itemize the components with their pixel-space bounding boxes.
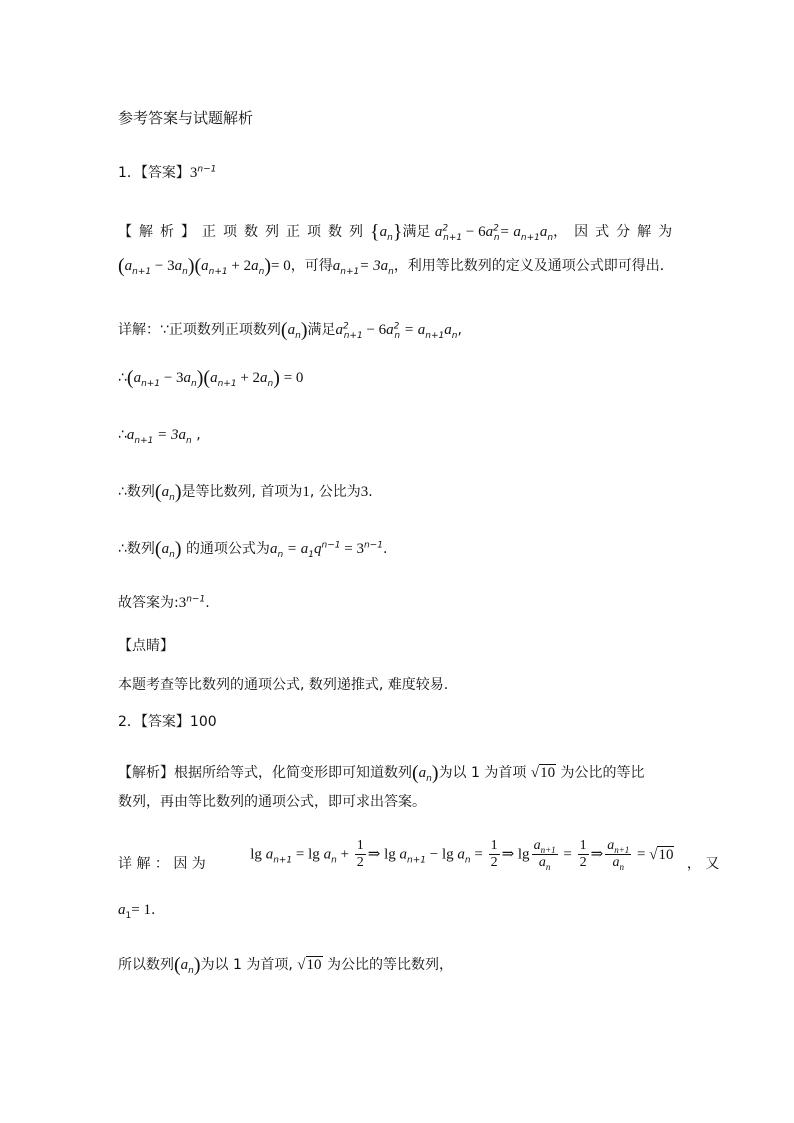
q2-last-c: 为公比的等比数列， xyxy=(326,957,453,973)
q2-analysis-a: 【解析】根据所给等式，化简变形即可知道数列 xyxy=(118,765,412,781)
q1-conclude: ，利用等比数列的定义及通项公式即可得出． xyxy=(393,258,674,274)
q1-answer-line xyxy=(118,163,216,183)
sqrt-symbol-2: √10 xyxy=(297,957,322,973)
q1-step3-a: ∴数列 xyxy=(118,484,155,500)
q1-step-factor: $\therefore(a_{n+1} - 3a_n)(a_{n+1} + 2a_n) = 0$ xyxy=(118,367,304,389)
q1-rel: = 3a xyxy=(359,258,389,274)
q1-comment-text: 本题考查等比数列的通项公式, 数列递推式, 难度较易. xyxy=(118,677,449,693)
q1-eq1: = a xyxy=(499,224,521,240)
q1-comment-label: 【点睛】 xyxy=(118,638,174,654)
math-sub: n xyxy=(387,232,393,243)
q2-a1-line xyxy=(118,900,155,920)
q2-a1-eq: = 1 xyxy=(131,902,151,918)
q2-a1-sub: 1 xyxy=(125,910,132,921)
q2-last-b: 为以 1 为首项, xyxy=(200,957,293,973)
q1-satisfy-2: 满足 xyxy=(307,322,336,338)
q2-last-a: 所以数列 xyxy=(118,957,174,973)
q1-because: ∴ xyxy=(118,370,127,386)
q1-analysis-text: 正项数列正项数列 xyxy=(202,224,370,240)
q1-first-term: 1 xyxy=(302,484,310,500)
q1-satisfy: 满足 xyxy=(402,224,431,240)
q2-analysis-line-1: 【解析】根据所给等式，化简变形即可知道数列$(a_n)$为以 1 为首项 √10 为公比的等比 xyxy=(118,762,645,784)
q1-step3-b: 是等比数列, 首项为 xyxy=(181,484,303,500)
q2-detail-equation: $\lg a_{n+1} = \lg a_n$ + $\frac{1}{2}$ ⇒ $\lg a_{n+1} - \lg a_n$ = $\frac{1}{2}$ ⇒ lg $\frac{a_{n+1}}{a_n}$ = $\frac{1}{2}$ ⇒ $\frac{a_{n+1}}{a_n}$ = √10 xyxy=(250,838,674,872)
math-a: a xyxy=(379,224,388,240)
q1-therefore: ∴ xyxy=(118,427,127,443)
q1-analysis-line-2: $(a_{n+1} - 3a_n)(a_{n+1} + 2a_n)= 0$，可得$a_{n+1}= 3a_n$，利用等比数列的定义及通项公式即可得出． xyxy=(118,255,674,277)
q1-step3-f: . xyxy=(368,484,373,500)
q1-final-exp: n−1 xyxy=(186,594,206,605)
q1-step4-b: 的通项公式为 xyxy=(185,541,270,557)
q2-analysis-c: 为公比的等比 xyxy=(560,765,645,781)
sqrt-radicand-2: 10 xyxy=(306,957,322,973)
q1-step4-c: . xyxy=(382,541,388,557)
q2-detail-tail: ， 又 xyxy=(686,856,720,872)
q1-answer: 3 xyxy=(189,165,198,181)
q2-heading: 2．【答案】100 xyxy=(118,714,217,730)
sqrt-radicand: 10 xyxy=(540,765,556,781)
q1-step3-d: , 公比为 xyxy=(309,484,361,500)
q2-analysis-b: 为以 1 为首项 xyxy=(438,765,527,781)
q1-ratio: 3 xyxy=(360,484,369,500)
q1-final-label: 故答案为: xyxy=(118,595,179,611)
q2-a1-dot: . xyxy=(150,902,156,918)
q1-factor-eq: = 0 xyxy=(271,258,291,274)
q1-answer-exp: n−1 xyxy=(197,164,217,175)
q1-analysis-label: 【解析】 xyxy=(118,224,202,240)
q2-detail-line xyxy=(118,838,719,890)
q1-step4-a: ∴数列 xyxy=(118,541,155,557)
sqrt-symbol: √10 xyxy=(530,765,556,781)
q1-get: ，可得 xyxy=(290,258,333,274)
q1-detail-line: 详解：∵正项数列正项数列$(a_n)$满足$a^2_{n+1} - 6a^2_n = a_{n+1}a_n$, xyxy=(118,319,462,341)
q1-step-geometric: ∴数列$(a_n)$是等比数列, 首项为1, 公比为3. xyxy=(118,481,373,503)
q1-detail-label: 详解：∵正项数列正项数列 xyxy=(118,322,281,338)
q2-analysis-line-2: 数列，再由等比数列的通项公式，即可求出答案。 xyxy=(118,794,426,810)
q1-final xyxy=(118,593,210,613)
q2-last-line: 所以数列$(a_n)$为以 1 为首项, √10 为公比的等比数列， xyxy=(118,954,453,976)
q1-final-dot: . xyxy=(205,595,210,611)
q1-analysis-line-1: 【解析】正项数列正项数列$\{a_n\}$满足 $a^2_{n+1} - 6a^2_n= a_{n+1}a_n$，因式分解为 xyxy=(118,221,680,243)
q1-step-ratio: $\therefore a_{n+1} = 3a_n$ , xyxy=(118,427,201,446)
q2-a1: a xyxy=(118,902,126,918)
q1-factor-text: ，因式分解为 xyxy=(553,224,680,240)
q2-detail-label: 详 解 ： 因 为 xyxy=(118,856,206,872)
q1-heading: 1．【答案】 xyxy=(118,165,190,181)
page-title: 参考答案与试题解析 xyxy=(118,109,254,127)
q1-final-answer: 3 xyxy=(178,595,187,611)
q1-step-formula: ∴数列$(a_n)$ 的通项公式为$a_n = a_1q^{n-1} = 3^{n-1}$. xyxy=(118,538,388,560)
